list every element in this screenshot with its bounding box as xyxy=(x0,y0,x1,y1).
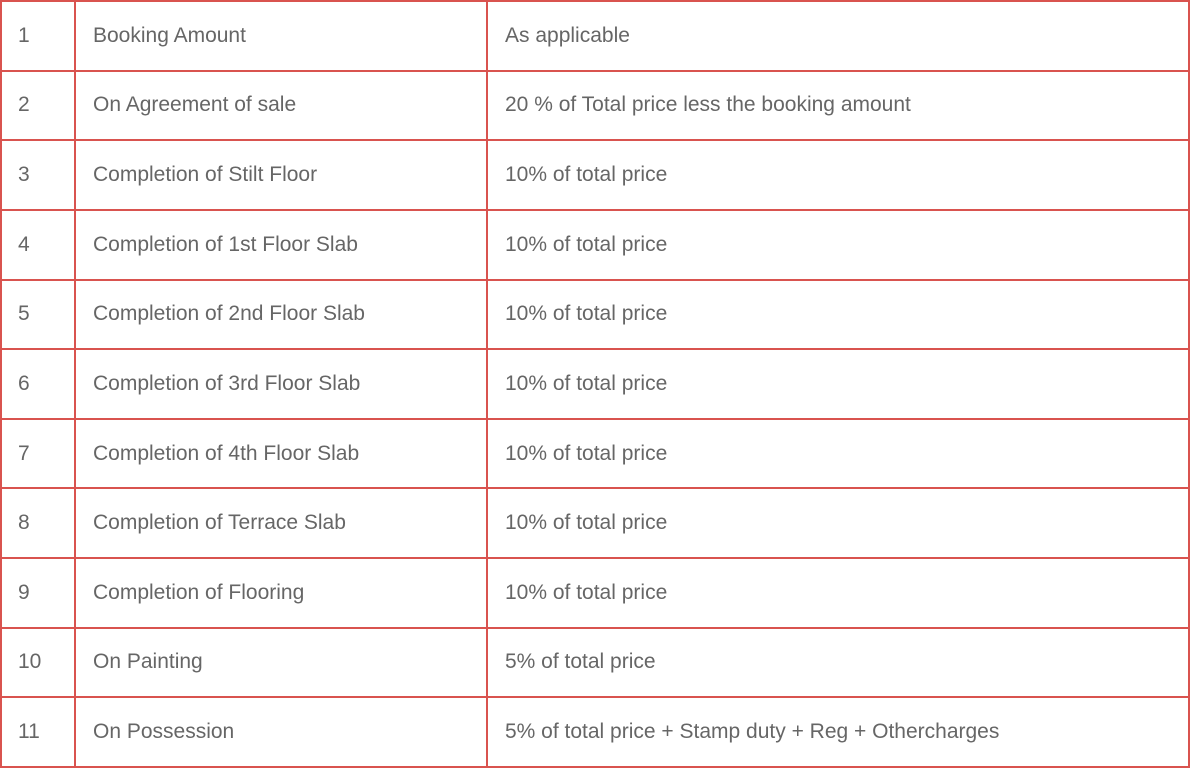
stage-cell: Completion of Stilt Floor xyxy=(75,140,487,210)
table-row xyxy=(1,488,1189,558)
table-row xyxy=(1,697,1189,767)
amount-cell: 10% of total price xyxy=(487,140,1189,210)
table-row xyxy=(1,558,1189,628)
table-row xyxy=(1,349,1189,419)
amount-cell: 10% of total price xyxy=(487,488,1189,558)
amount-cell: 10% of total price xyxy=(487,349,1189,419)
stage-cell: Completion of 3rd Floor Slab xyxy=(75,349,487,419)
stage-cell: On Possession xyxy=(75,697,487,767)
row-number-cell: 2 xyxy=(1,71,75,141)
table-row xyxy=(1,140,1189,210)
amount-cell: 5% of total price + Stamp duty + Reg + Othercharges xyxy=(487,697,1189,767)
row-number-cell: 1 xyxy=(1,1,75,71)
row-number-cell: 10 xyxy=(1,628,75,698)
amount-cell: 5% of total price xyxy=(487,628,1189,698)
amount-cell: 10% of total price xyxy=(487,558,1189,628)
row-number-cell: 8 xyxy=(1,488,75,558)
stage-cell: Completion of 2nd Floor Slab xyxy=(75,280,487,350)
table-row xyxy=(1,419,1189,489)
amount-cell: 10% of total price xyxy=(487,280,1189,350)
row-number-cell: 3 xyxy=(1,140,75,210)
amount-cell: 10% of total price xyxy=(487,210,1189,280)
stage-cell: Completion of 1st Floor Slab xyxy=(75,210,487,280)
row-number-cell: 4 xyxy=(1,210,75,280)
row-number-cell: 7 xyxy=(1,419,75,489)
stage-cell: Completion of Terrace Slab xyxy=(75,488,487,558)
row-number-cell: 5 xyxy=(1,280,75,350)
payment-schedule-body xyxy=(1,1,1189,767)
amount-cell: 10% of total price xyxy=(487,419,1189,489)
table-row xyxy=(1,210,1189,280)
row-number-cell: 9 xyxy=(1,558,75,628)
stage-cell: Completion of Flooring xyxy=(75,558,487,628)
table-row xyxy=(1,280,1189,350)
stage-cell: On Painting xyxy=(75,628,487,698)
stage-cell: Completion of 4th Floor Slab xyxy=(75,419,487,489)
table-row xyxy=(1,1,1189,71)
stage-cell: On Agreement of sale xyxy=(75,71,487,141)
row-number-cell: 11 xyxy=(1,697,75,767)
stage-cell: Booking Amount xyxy=(75,1,487,71)
table-row xyxy=(1,71,1189,141)
amount-cell: As applicable xyxy=(487,1,1189,71)
amount-cell: 20 % of Total price less the booking amount xyxy=(487,71,1189,141)
table-row xyxy=(1,628,1189,698)
row-number-cell: 6 xyxy=(1,349,75,419)
